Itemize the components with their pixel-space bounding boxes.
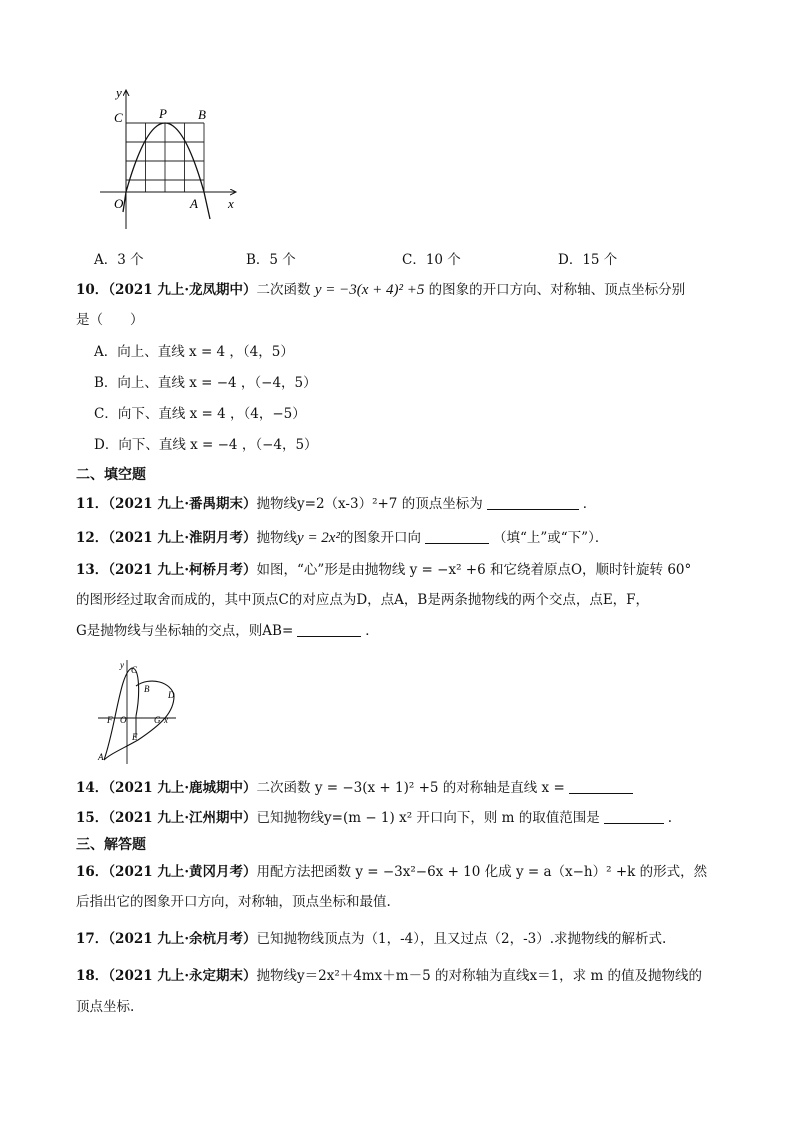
q18-line2: 顶点坐标. (76, 999, 135, 1015)
q14-number: 14． (76, 780, 109, 796)
q10-line1 (76, 280, 685, 300)
label-o: O (120, 715, 127, 725)
heart-shape-figure (94, 656, 204, 766)
q12-line (76, 528, 608, 548)
q11-text: 抛物线y=2（x-3）²+7 的顶点坐标为 (256, 496, 483, 512)
q10-option-b: B．向上、直线 x = −4 ，（−4，5） (94, 375, 317, 391)
label-e: E (132, 732, 138, 742)
label-x: x (164, 715, 168, 725)
label-y: y (120, 660, 124, 670)
q11-answer-blank[interactable] (487, 495, 579, 510)
q18-line1 (76, 966, 702, 986)
q15-end: . (667, 810, 673, 826)
q18-source: （2021 九上·永定期末） (108, 968, 257, 984)
label-g: G (154, 715, 161, 725)
q16-text1: 用配方法把函数 y = −3x²−6x + 10 化成 y = a（x−h）² +k 的形式，然 (256, 864, 708, 880)
section-fill-blank-heading: 二、填空题 (76, 467, 146, 483)
q16-line2: 后指出它的图象开口方向，对称轴，顶点坐标和最值. (76, 894, 391, 910)
q13-end: ． (365, 623, 379, 639)
label-p: P (159, 106, 167, 121)
q9-option-b: B．5 个 (246, 252, 296, 268)
section-solve-heading: 三、解答题 (76, 837, 146, 853)
q14-source: （2021 九上·鹿城期中） (108, 780, 257, 796)
parabola-grid-figure (96, 84, 246, 234)
label-x: x (228, 196, 234, 211)
q13-source: （2021 九上·柯桥月考） (108, 562, 257, 578)
q12-pre: 抛物线 (256, 530, 298, 546)
q13-text3: G是抛物线与坐标轴的交点，则AB= (76, 623, 294, 639)
q18-text1: 抛物线y＝2x²＋4mx＋m－5 的对称轴为直线x＝1，求 m 的值及抛物线的 (256, 968, 703, 984)
label-b: B (144, 684, 150, 694)
label-c: C (114, 110, 123, 125)
q15-answer-blank[interactable] (604, 809, 664, 824)
q11-end: ． (582, 496, 597, 512)
parabola-left (104, 668, 139, 760)
label-d: D (168, 690, 175, 700)
q15-text: 已知抛物线y=(m − 1) x² 开口向下，则 m 的取值范围是 (256, 810, 600, 826)
q10-option-d: D．向下、直线 x = −4 ，（−4，5） (94, 437, 318, 453)
label-o: O (114, 196, 124, 211)
q10-formula: y = −3(x + 4)² +5 (314, 282, 425, 298)
q13-answer-blank[interactable] (297, 622, 361, 637)
q10-number: 10． (76, 282, 109, 298)
q14-answer-blank[interactable] (569, 779, 633, 794)
q13-line3 (76, 621, 379, 641)
q9-option-a: A．3 个 (94, 252, 144, 268)
q13-text1: 如图，“心”形是由抛物线 y = −x² +6 和它绕着原点O，顺时针旋转 60° (256, 562, 692, 578)
label-f: F (107, 715, 113, 725)
q15-number: 15． (76, 810, 109, 826)
q10-line2: 是（ ） (76, 312, 144, 328)
q10-option-c: C．向下、直线 x = 4 ，（4，−5） (94, 406, 306, 422)
label-a: A (98, 752, 104, 762)
q12-source: （2021 九上·淮阴月考） (108, 530, 257, 546)
q18-number: 18． (76, 968, 109, 984)
q9-option-d: D．15 个 (558, 252, 618, 268)
q12-answer-blank[interactable] (425, 529, 489, 544)
q17-source: （2021 九上·余杭月考） (108, 931, 257, 947)
q9-option-c: C．10 个 (402, 252, 461, 268)
q13-line2: 的图形经过取舍而成的，其中顶点C的对应点为D，点A，B是两条抛物线的两个交点，点E，F， (76, 592, 650, 608)
q14-text: 二次函数 y = −3(x + 1)² +5 的对称轴是直线 x = (256, 780, 565, 796)
q15-source: （2021 九上·江州期中） (108, 810, 257, 826)
q16-line1 (76, 862, 707, 882)
label-b: B (198, 107, 206, 122)
q10-pre: 二次函数 (256, 282, 315, 298)
label-c: C (131, 665, 138, 675)
q10-option-a: A．向上、直线 x = 4 ，（4，5） (94, 344, 294, 360)
q12-number: 12． (76, 530, 109, 546)
q12-formula: y = 2x² (297, 530, 340, 546)
q16-number: 16． (76, 864, 109, 880)
q10-source: （2021 九上·龙凤期中） (108, 282, 257, 298)
q14-line (76, 778, 637, 798)
q12-post: （填“上”或“下”）． (492, 530, 609, 546)
q12-mid: 的图象开口向 (339, 530, 421, 546)
q13-line1 (76, 560, 691, 580)
label-a: A (190, 196, 198, 211)
q17-number: 17． (76, 931, 109, 947)
q16-source: （2021 九上·黄冈月考） (108, 864, 257, 880)
q17-text: 已知抛物线顶点为（1，-4），且又过点（2，-3）.求抛物线的解析式. (256, 931, 667, 947)
q11-line (76, 494, 596, 514)
q15-line (76, 808, 672, 828)
q11-source: （2021 九上·番禺期末） (108, 496, 257, 512)
label-y: y (116, 85, 122, 100)
q11-number: 11． (76, 496, 109, 512)
q17-line (76, 929, 666, 949)
q10-post: 的图象的开口方向、对称轴、顶点坐标分别 (424, 282, 686, 298)
q13-number: 13． (76, 562, 109, 578)
